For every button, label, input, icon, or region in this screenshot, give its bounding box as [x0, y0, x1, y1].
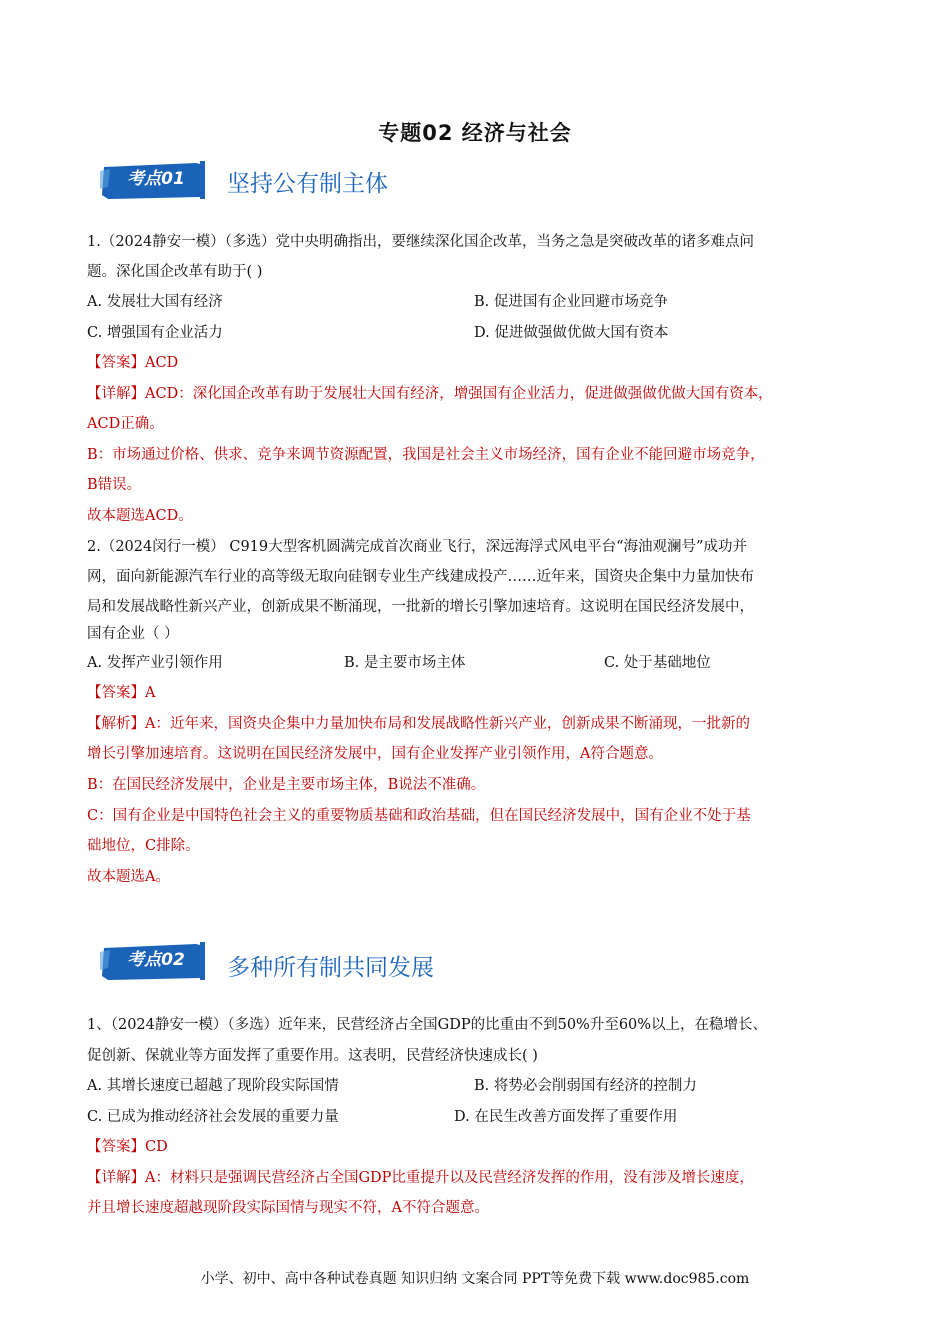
badge-label: 考点01 [127, 169, 185, 189]
option-a: A. 其增长速度已超越了现阶段实际国情 [87, 1078, 339, 1094]
option-a: A. 发展壮大国有经济 [87, 294, 223, 310]
option-a: A. 发挥产业引领作用 [87, 655, 223, 671]
option-b: B. 促进国有企业回避市场竞争 [474, 294, 668, 310]
explanation-line: 【详解】A：材料只是强调民营经济占全国GDP比重提升以及民营经济发挥的作用，没有涉及增长速度， [87, 1170, 754, 1186]
question-stem: 国有企业（ ） [87, 626, 179, 642]
section-badge [100, 938, 220, 984]
explanation-line: 础地位，C排除。 [87, 838, 200, 854]
option-c: C. 已成为推动经济社会发展的重要力量 [87, 1109, 339, 1125]
explanation-line: 增长引擎加速培育。这说明在国民经济发展中，国有企业发挥产业引领作用，A符合题意。 [87, 746, 663, 762]
section-badge [100, 157, 220, 203]
explanation-line: ACD正确。 [87, 416, 164, 432]
badge-label: 考点02 [127, 950, 185, 970]
question-stem: 1.（2024静安一模）（多选）党中央明确指出，要继续深化国企改革，当务之急是突破改革的诸多难点问 [87, 234, 754, 250]
question-stem: 网，面向新能源汽车行业的高等级无取向硅钢专业生产线建成投产……近年来，国资央企集中力量加快布 [87, 569, 754, 585]
section-title: 坚持公有制主体 [227, 171, 388, 197]
page-title: 专题02 经济与社会 [378, 121, 572, 145]
explanation-line: 【详解】ACD：深化国企改革有助于发展壮大国有经济，增强国有企业活力，促进做强做优做大国有资本， [87, 386, 773, 402]
question-stem: 2.（2024闵行一模） C919大型客机圆满完成首次商业飞行，深远海浮式风电平台“海油观澜号”成功并 [87, 539, 747, 555]
page-footer: 小学、初中、高中各种试卷真题 知识归纳 文案合同 PPT等免费下载 www.doc985.com [200, 1271, 750, 1287]
explanation-line: B错误。 [87, 477, 142, 493]
option-c: C. 增强国有企业活力 [87, 325, 223, 341]
option-b: B. 将势必会削弱国有经济的控制力 [474, 1078, 697, 1094]
option-d: D. 促进做强做优做大国有资本 [474, 325, 669, 341]
question-stem: 促创新、保就业等方面发挥了重要作用。这表明，民营经济快速成长( ) [87, 1048, 538, 1064]
explanation-line: B：在国民经济发展中，企业是主要市场主体，B说法不准确。 [87, 777, 486, 793]
question-stem: 1、（2024静安一模）（多选）近年来，民营经济占全国GDP的比重由不到50%升至60%以上，在稳增长、 [87, 1017, 768, 1033]
explanation-line: 故本题选A。 [87, 869, 170, 885]
option-c: C. 处于基础地位 [604, 655, 711, 671]
option-d: D. 在民生改善方面发挥了重要作用 [454, 1109, 678, 1125]
explanation-line: 【解析】A：近年来，国资央企集中力量加快布局和发展战略性新兴产业，创新成果不断涌现，一批新的 [87, 716, 750, 732]
answer-line: 【答案】A [87, 685, 156, 701]
section-title: 多种所有制共同发展 [227, 955, 434, 981]
answer-line: 【答案】ACD [87, 355, 179, 371]
question-stem: 局和发展战略性新兴产业，创新成果不断涌现，一批新的增长引擎加速培育。这说明在国民经济发展中， [87, 599, 754, 615]
option-b: B. 是主要市场主体 [344, 655, 466, 671]
explanation-line: 并且增长速度超越现阶段实际国情与现实不符，A不符合题意。 [87, 1200, 489, 1216]
explanation-line: B：市场通过价格、供求、竞争来调节资源配置，我国是社会主义市场经济，国有企业不能回避市场竞争， [87, 447, 765, 463]
answer-line: 【答案】CD [87, 1139, 168, 1155]
explanation-line: 故本题选ACD。 [87, 508, 193, 524]
explanation-line: C：国有企业是中国特色社会主义的重要物质基础和政治基础，但在国民经济发展中，国有企业不处于基 [87, 808, 751, 824]
question-stem: 题。深化国企改革有助于( ) [87, 264, 263, 280]
